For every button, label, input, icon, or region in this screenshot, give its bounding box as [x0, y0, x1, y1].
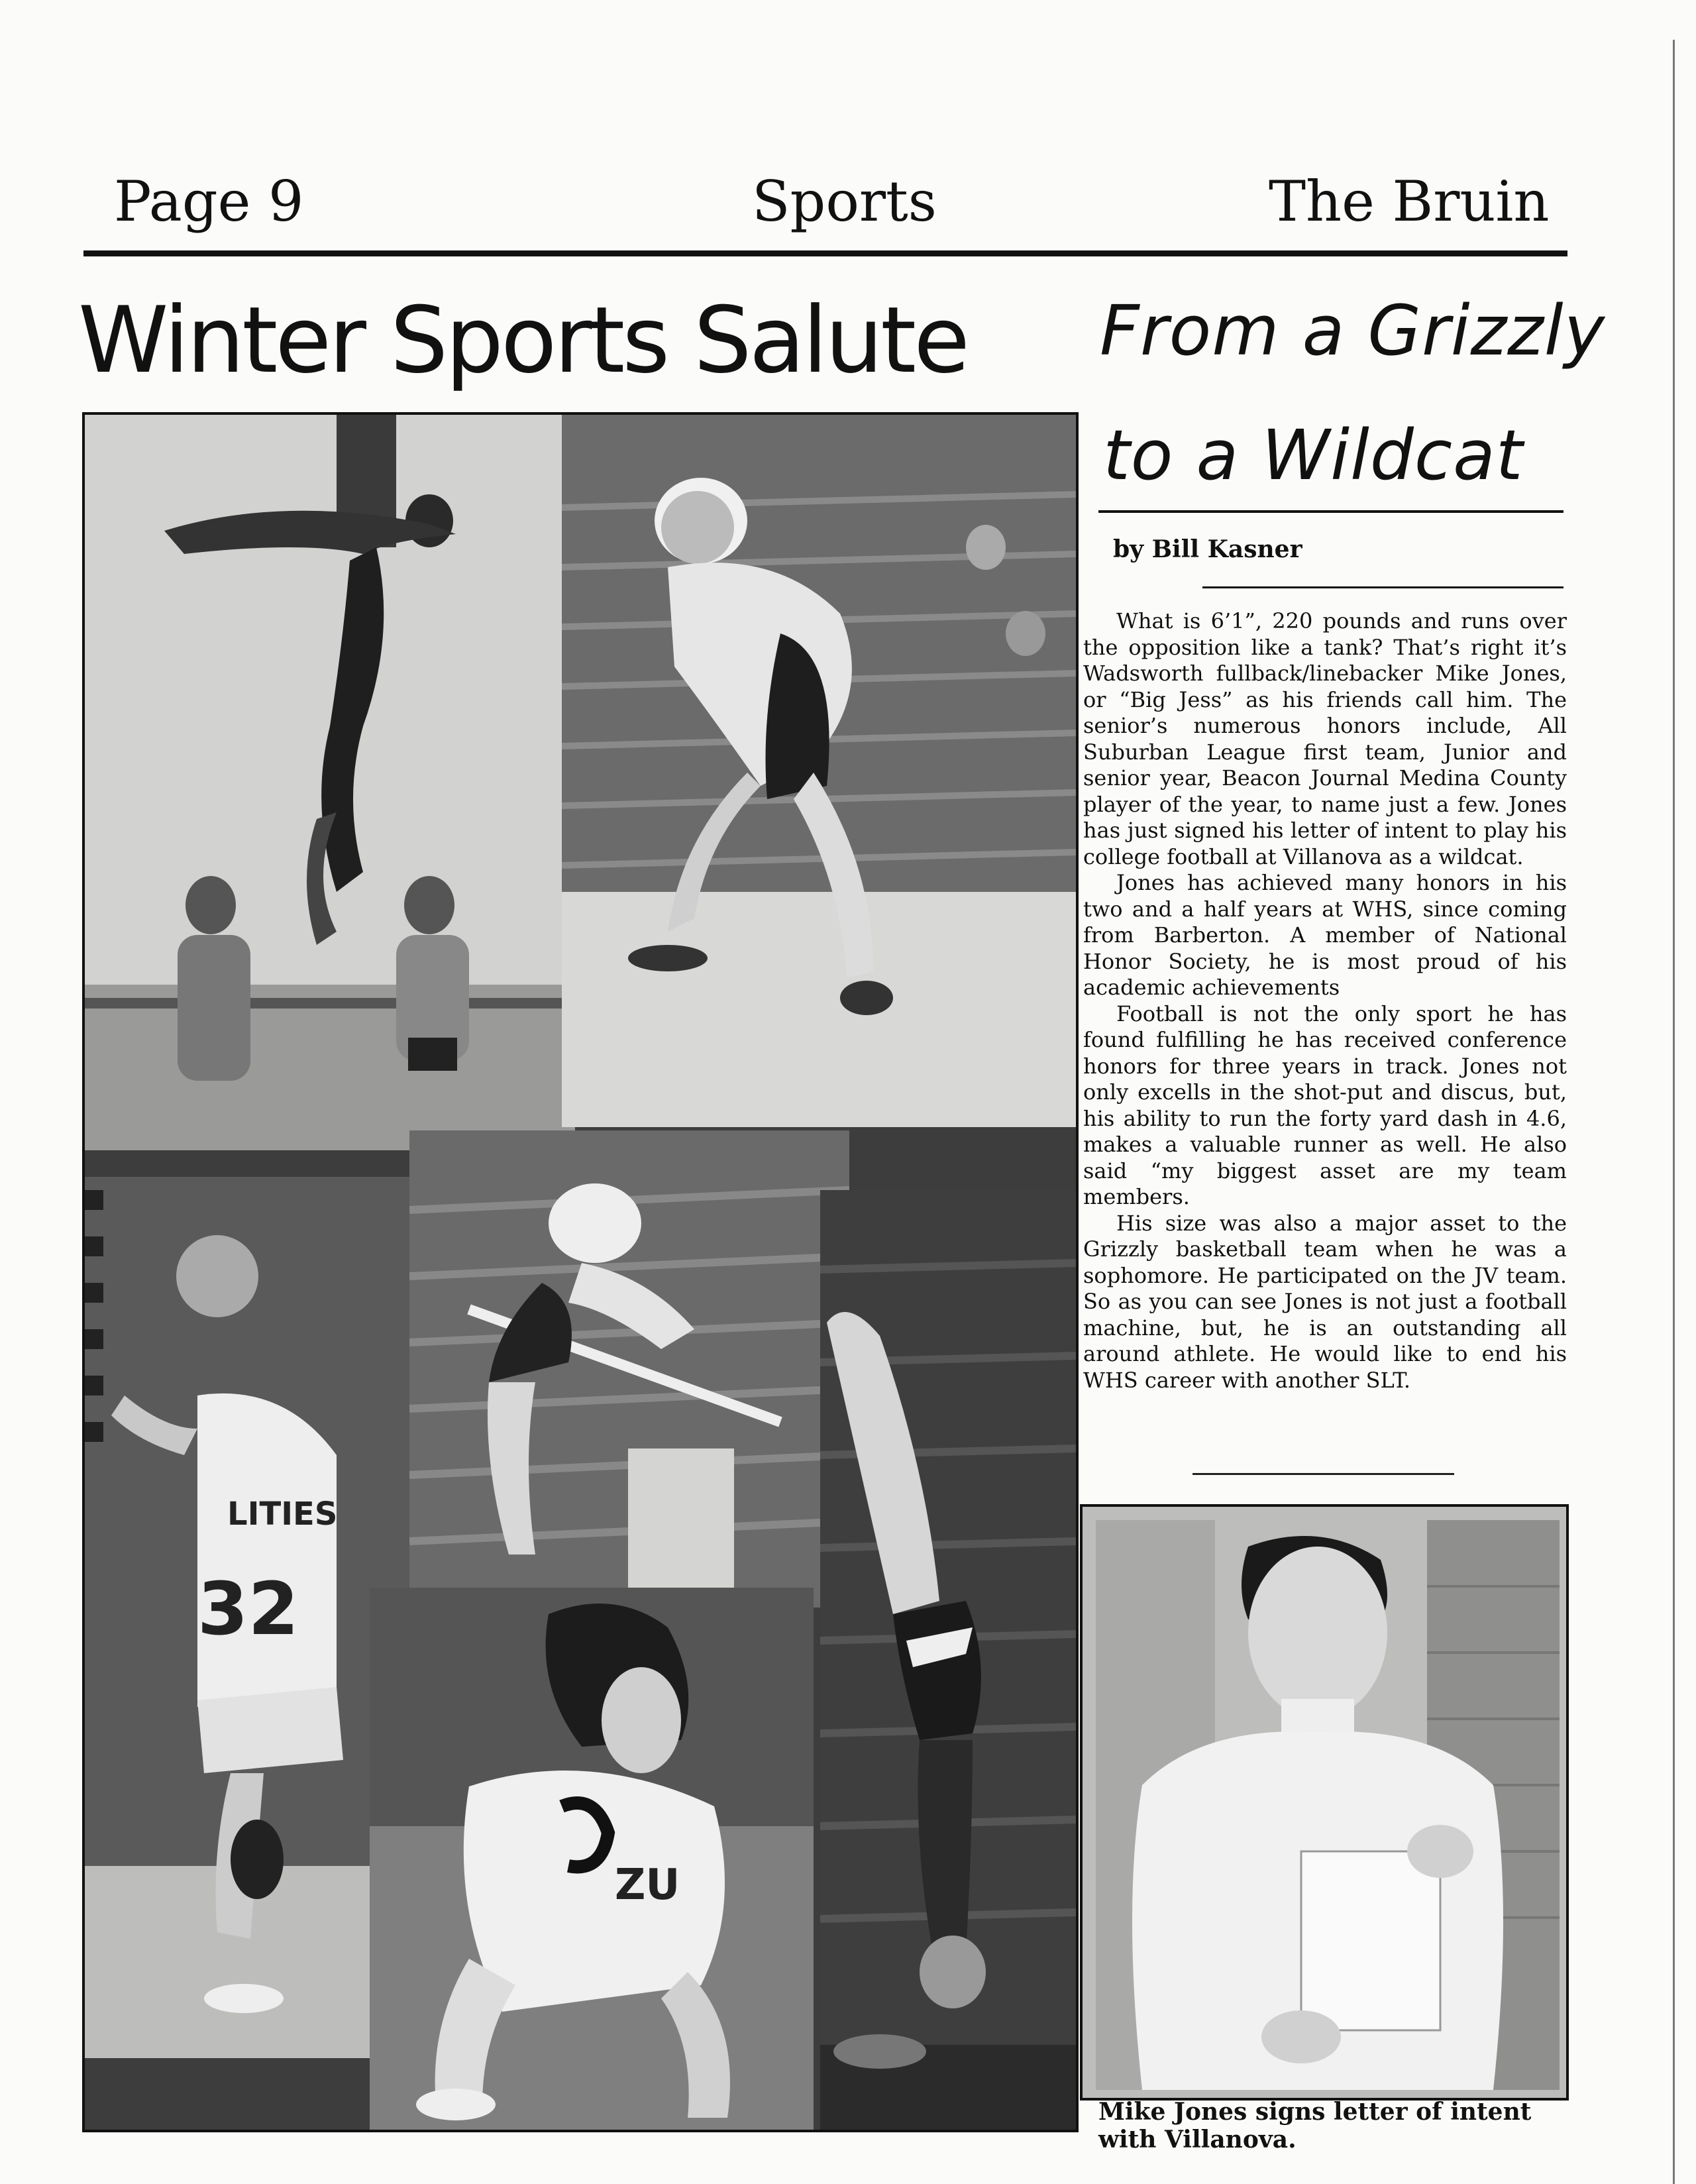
- jersey-number: 32: [197, 1566, 299, 1651]
- article-title-line-2: to a Wildcat: [1103, 415, 1524, 496]
- shirt-text: ZU: [615, 1861, 680, 1910]
- article-body: [1083, 608, 1567, 1393]
- gymnast-bars-photo: [409, 1130, 849, 1608]
- byline-rule: [1202, 586, 1564, 588]
- byline: by Bill Kasner: [1113, 535, 1302, 563]
- collage-headline: Winter Sports Salute: [78, 287, 968, 394]
- basketball-photo: [85, 1177, 416, 2058]
- article-title-line-1: From a Grizzly: [1100, 290, 1606, 371]
- girls-basketball-photo: [370, 1588, 814, 2130]
- wrestler-photo: [562, 415, 1076, 1127]
- article-paragraph-2: Jones has achieved many honors in his two and a half years at WHS, since coming from Barberton. A member of National Honor Society, he is most proud of his academic achievements: [1083, 870, 1567, 1000]
- article-paragraph-3: Football is not the only sport he has found fulfilling he has received conference honors for three years in track. Jones not only excells in the shot-put and discus, but, his ability to run the forty yard dash in 4.6, makes a valuable runner as well. He also said “my biggest asset are my team members.: [1083, 1001, 1567, 1209]
- article-paragraph-4: His size was also a major asset to the Grizzly basketball team when he was a sophomore. He participated on the JV team. So as you can see Jones is not just a football machine, but, he is an outstanding all around athlete. He would like to end his WHS career with another SLT.: [1083, 1210, 1567, 1393]
- diver-photo: [85, 415, 575, 1150]
- title-rule: [1098, 510, 1564, 513]
- handstand-photo: [820, 1190, 1076, 2130]
- portrait-photo: [1080, 1504, 1569, 2101]
- page-edge-rule: [1673, 40, 1675, 2184]
- section-name: Sports: [752, 169, 937, 234]
- newspaper-name: The Bruin: [1269, 169, 1550, 234]
- page-number: Page 9: [114, 169, 304, 234]
- portrait-caption: Mike Jones signs letter of intent with Villanova.: [1098, 2098, 1532, 2154]
- jersey-text: LITIES: [227, 1496, 338, 1533]
- masthead-rule: [83, 250, 1567, 256]
- photo-collage: [82, 412, 1079, 2132]
- article-end-rule: [1192, 1473, 1454, 1475]
- article-paragraph-1: What is 6’1”, 220 pounds and runs over the opposition like a tank? That’s right it’s Wadsworth fullback/linebacker Mike Jones, or “Big Jess” as his friends call him. The senior’s numerous honors include, All Suburban League first team, Junior and senior year, Beacon Journal Medina County player of the year, to name just a few. Jones has just signed his letter of intent to play his college football at Villanova as a wildcat.: [1083, 608, 1567, 869]
